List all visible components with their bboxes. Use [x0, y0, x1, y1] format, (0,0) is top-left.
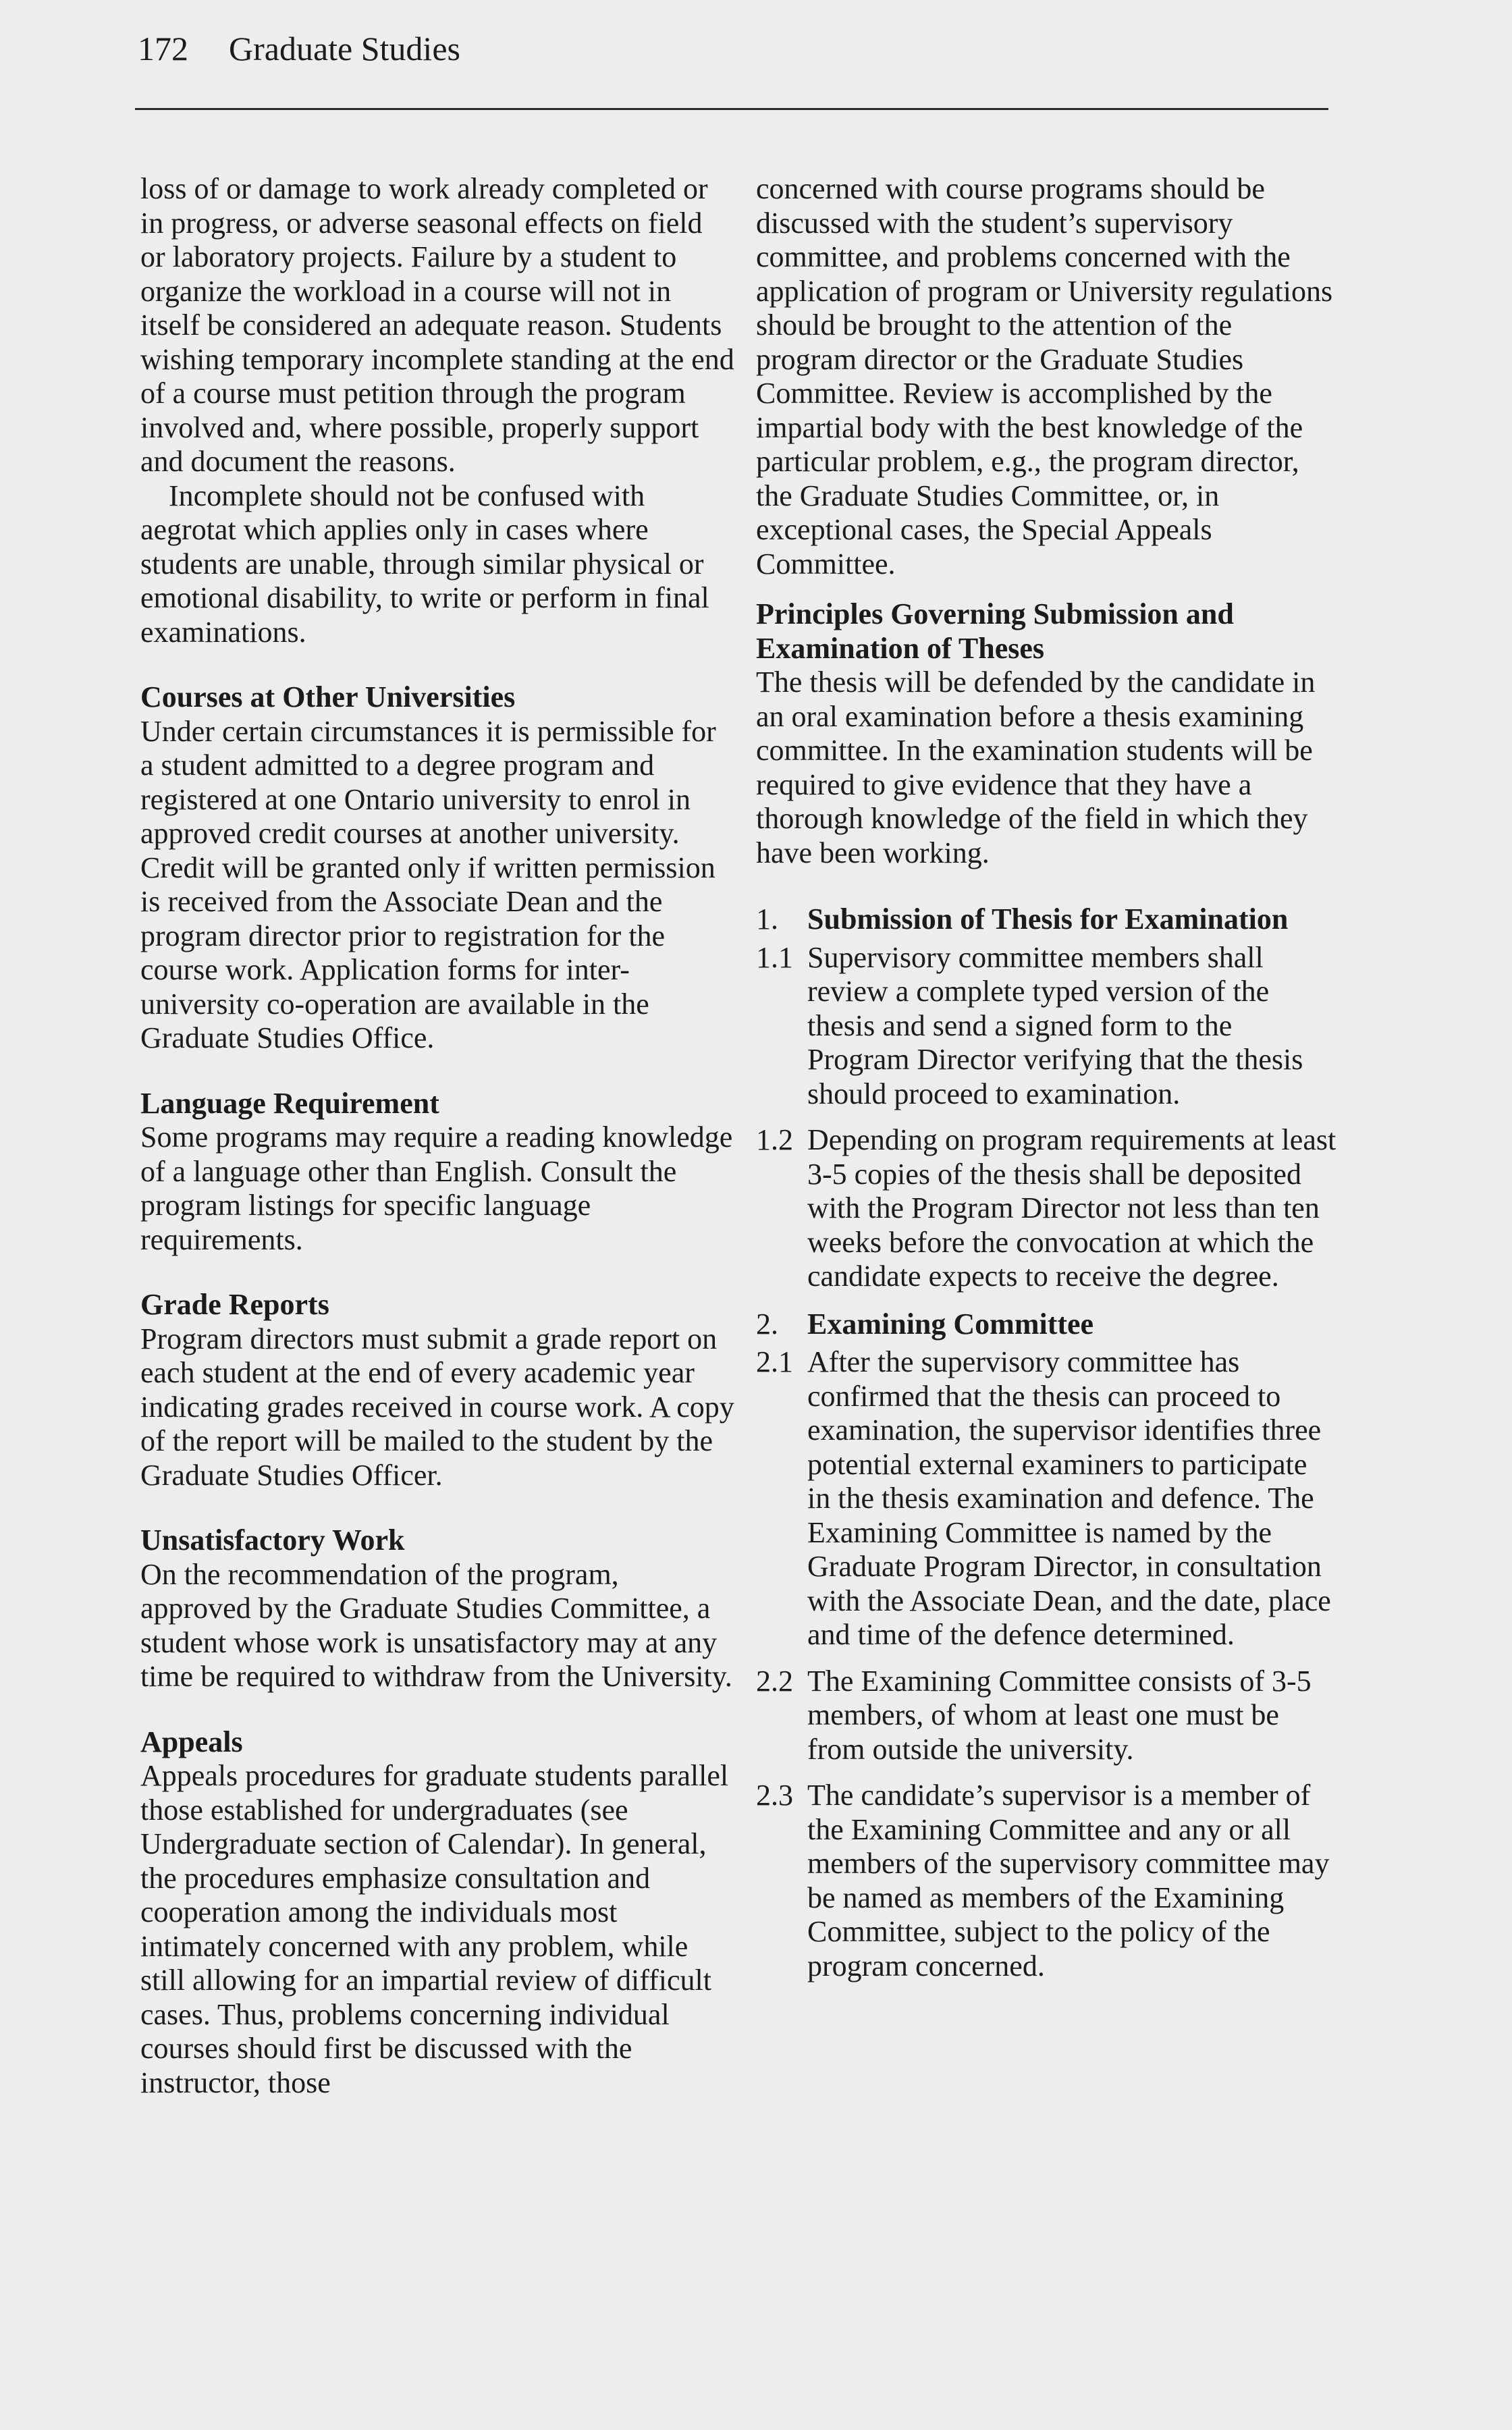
section-heading: Appeals [140, 1725, 243, 1758]
section-body: On the recommendation of the program, approved by the Graduate Studies Committee, a student whose work is unsatisfactory may at any time be required to withdraw from the University. [140, 1557, 732, 1693]
section-body: The thesis will be defended by the candidate in an oral examination before a thesis examining committee. In the examination students will be required to give evidence that they have a thorough knowledge of the field in which they have been working. [756, 666, 1316, 869]
page-number: 172 [138, 30, 188, 68]
paragraph: loss of or damage to work already completed or in progress, or adverse seasonal effects on field or laboratory projects. Failure by a student to organize the workload in a course will not in itself be considered an adequate reason. Students wishing temporary incomplete standing at the end of a course must petition through the program involved and, where possible, properly support and document the reasons. [140, 172, 734, 478]
section-heading: Courses at Other Universities [140, 680, 516, 713]
item-text: The Examining Committee consists of 3-5 members, of whom at least one must be from outside the university. [807, 1664, 1312, 1766]
section-heading: Principles Governing Submission and Examination of Theses [756, 597, 1234, 665]
list-item [756, 1123, 1336, 1294]
item-number: 1.2 [756, 1123, 793, 1156]
list-item [756, 1779, 1336, 1983]
paragraph: Incomplete should not be confused with aegrotat which applies only in cases where students are unable, through similar physical or emotional disability, to write or perform in final examinations. [140, 479, 709, 649]
heading-text: Examining Committee [807, 1307, 1094, 1341]
section-theses-principles [756, 597, 1336, 870]
heading-text: Submission of Thesis for Examination [807, 902, 1289, 936]
section-heading: Grade Reports [140, 1288, 329, 1321]
list-item [756, 941, 1336, 1112]
section-heading: Unsatisfactory Work [140, 1523, 405, 1557]
right-column [756, 172, 1336, 1983]
section-body: Under certain circumstances it is permissible for a student admitted to a degree program and registered at one Ontario university to enrol in approved credit courses at another university. Credit will be granted only if written permission is received from the Associate Dean and the program director prior to registration for the course work. Application forms for inter-university co-operation are available in the Graduate Studies Office. [140, 714, 716, 1054]
header-rule [135, 108, 1328, 110]
running-title: Graduate Studies [229, 30, 460, 68]
item-number: 2.2 [756, 1664, 793, 1698]
section-grade-reports [140, 1288, 734, 1492]
item-text: The candidate’s supervisor is a member of the Examining Committee and any or all members of the supervisory committee may be named as members of the Examining Committee, subject to the policy of the program concerned. [807, 1779, 1330, 1982]
section-body: Some programs may require a reading knowledge of a language other than English. Consult the program listings for specific language requirements. [140, 1120, 733, 1256]
section-heading: Language Requirement [140, 1086, 439, 1120]
numbered-heading-submission [756, 902, 1336, 937]
section-body: Program directors must submit a grade report on each student at the end of every academic year indicating grades received in course work. A copy of the report will be mailed to the student by the Graduate Studies Officer. [140, 1322, 734, 1492]
item-number: 2.1 [756, 1345, 793, 1378]
running-head [138, 28, 460, 69]
item-number: 1.1 [756, 940, 793, 974]
section-courses-other-universities [140, 680, 734, 1056]
list-item [756, 1665, 1336, 1767]
heading-number: 2. [756, 1307, 778, 1341]
paragraph: concerned with course programs should be discussed with the student’s supervisory committee, and problems concerned with the application of program or University regulations should be brought to the attention of the program director or the Graduate Studies Committee. Review is accomplished by the impartial body with the best knowledge of the particular problem, e.g., the program director, the Graduate Studies Committee, or, in exceptional cases, the Special Appeals Committee. [756, 172, 1333, 580]
section-language-requirement [140, 1087, 734, 1258]
heading-number: 1. [756, 902, 778, 936]
section-appeals [140, 1725, 734, 2101]
list-item [756, 1345, 1336, 1652]
item-text: After the supervisory committee has confirmed that the thesis can proceed to examination, the supervisor identifies three potential external examiners to participate in the thesis examination and defence. The Examining Committee is named by the Graduate Program Director, in consultation with the Associate Dean, and the date, place and time of the defence determined. [807, 1345, 1331, 1651]
item-text: Supervisory committee members shall review a complete typed version of the thesis and send a signed form to the Program Director verifying that the thesis should proceed to examination. [807, 940, 1303, 1110]
section-unsatisfactory-work [140, 1523, 734, 1694]
left-column [140, 172, 734, 2100]
item-number: 2.3 [756, 1779, 793, 1812]
numbered-heading-examining-committee [756, 1307, 1336, 1342]
section-body: Appeals procedures for graduate students parallel those established for undergraduates (see Undergraduate section of Calendar). In general, the procedures emphasize consultation and cooperation among the individuals most intimately concerned with any problem, while still allowing for an impartial review of difficult cases. Thus, problems concerning individual courses should first be discussed with the instructor, those [140, 1759, 729, 2099]
item-text: Depending on program requirements at least 3-5 copies of the thesis shall be deposited with the Program Director not less than ten weeks before the convocation at which the candidate expects to receive the degree. [807, 1123, 1336, 1293]
